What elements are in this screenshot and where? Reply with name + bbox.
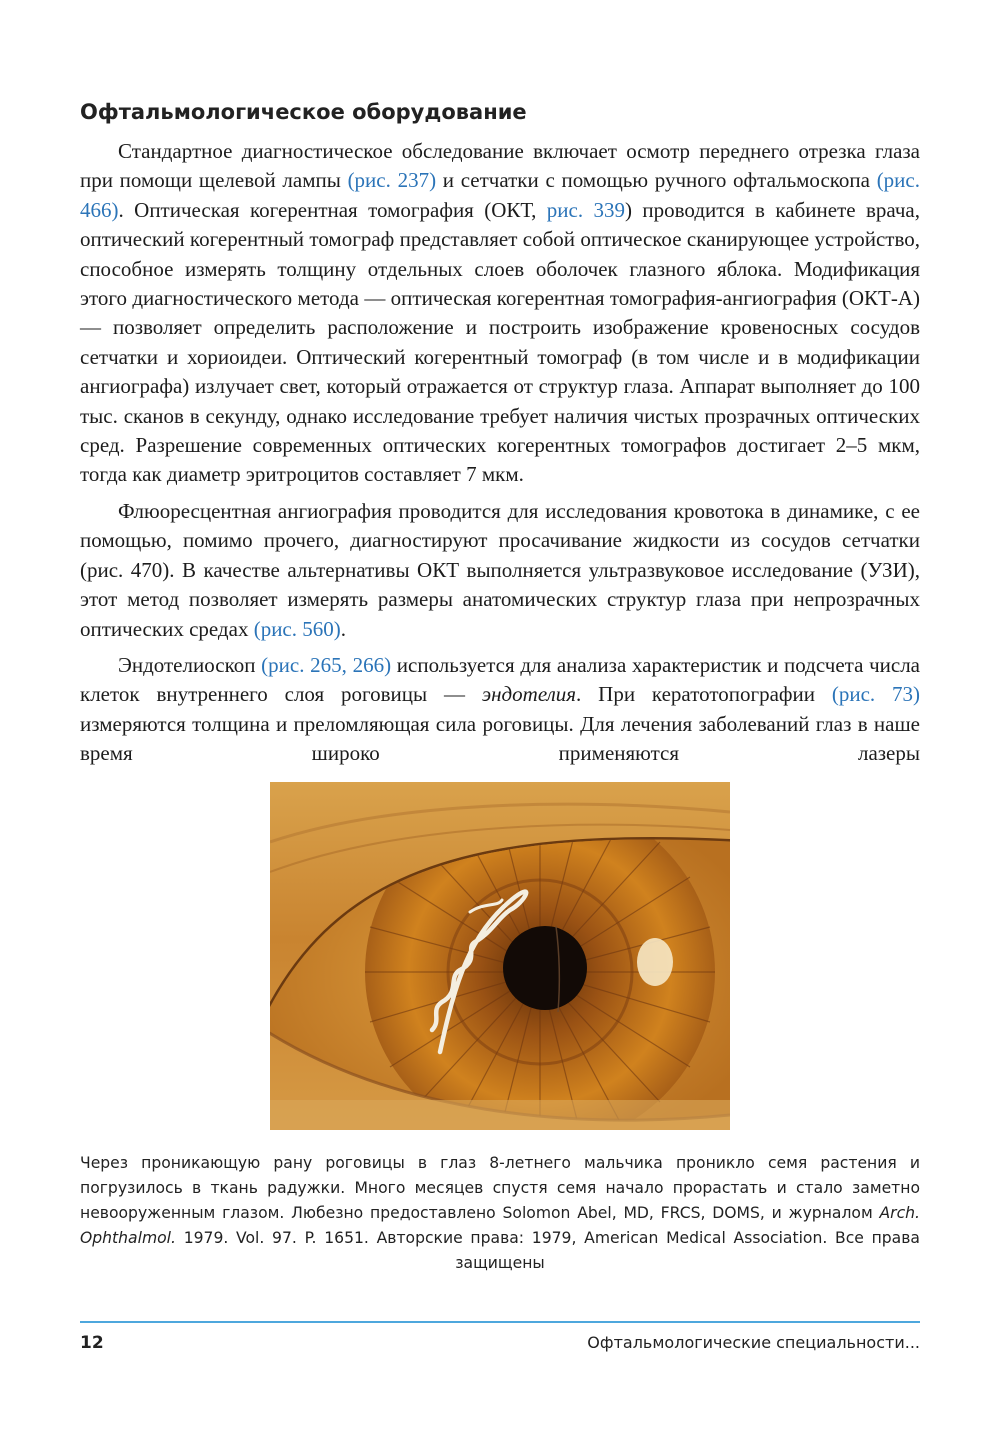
caption-text-1: Через проникающую рану роговицы в глаз 8-летнего мальчика проникло семя растения и погрузилось в ткань радужки. Много месяцев спустя семя начало прорастать и стало заметно невооруженным глазом. Любезно предоставлено Solomon Abel, MD, FRCS, DOMS, и журналом [80, 1154, 920, 1222]
figure-caption [80, 1151, 920, 1276]
paragraph-1-text-1: Стандартное диагностическое обследование включает осмотр переднего отрезка глаза при помощи щелевой лампы [80, 139, 920, 193]
paragraph-1-text-4: ) проводится в кабинете врача, оптический когерентный томограф представляет собой оптическое сканирующее устройство, способное измерять толщину отдельных слоев оболочек глазного яблока. Модификация этого диагностического метода — оптическая когерентная томография-ангиография (ОКТ-А) — позволяет определить расположение и построить изображение кровеносных сосудов сетчатки и хориоидеи. Оптический когерентный томограф (в том числе и в модификации ангиографа) излучает свет, который отражается от структур глаза. Аппарат выполняет до 100 тыс. сканов в секунду, однако исследование требует наличия чистых прозрачных оптических сред. Разрешение современных оптических когерентных томографов достигает 2–5 мкм, тогда как диаметр эритроцитов составляет 7 мкм. [80, 197, 920, 487]
footer-rule [80, 1321, 920, 1323]
paragraph-2-text-1: Флюоресцентная ангиография проводится для исследования кровотока в динамике, с ее помощью, помимо прочего, диагностируют просачивание жидкости из сосудов сетчатки (рис. 470). В качестве альтернативы ОКТ выполняется ультразвуковое исследование (УЗИ), этот метод позволяет измерять размеры анатомических структур глаза при непрозрачных оптических средах [80, 498, 920, 641]
page-number: 12 [80, 1333, 104, 1353]
paragraph-2 [80, 497, 920, 644]
figure-ref-560[interactable]: (рис. 560) [253, 616, 341, 641]
section-heading: Офтальмологическое оборудование [80, 100, 527, 124]
paragraph-3-text-2: используется для анализа характеристик и подсчета числа клеток внутреннего слоя роговицы — [80, 652, 921, 707]
paragraph-2-text-2: . [340, 616, 346, 641]
paragraph-1-text-2: и сетчатки с помощью ручного офтальмоскопа [436, 168, 877, 193]
figure-ref-339[interactable]: рис. 339 [546, 197, 626, 222]
paragraph-3-text-1: Эндотелиоскоп [118, 652, 262, 677]
caption-text-2: 1979. Vol. 97. P. 1651. Авторские права: 1979, American Medical Association. Все права защищены [175, 1229, 920, 1272]
figure-ref-73[interactable]: (рис. 73) [831, 682, 920, 707]
eye-photo [270, 782, 730, 1130]
body-text [80, 137, 920, 769]
paragraph-3-text-4: измеряются толщина и преломляющая сила роговицы. Для лечения заболеваний глаз в наше время широко применяются лазеры [80, 711, 920, 766]
light-reflection [637, 938, 673, 986]
figure-ref-265-266[interactable]: (рис. 265, 266) [261, 652, 392, 677]
paragraph-3 [80, 651, 920, 769]
pupil [503, 926, 587, 1010]
eye-illustration [270, 782, 730, 1130]
running-title: Офтальмологические специальности... [587, 1333, 920, 1352]
paragraph-1 [80, 137, 920, 490]
italic-term-endothelium: эндотелия [481, 682, 577, 707]
paragraph-3-text-3: . При кератотопографии [576, 682, 832, 707]
figure-ref-237[interactable]: (рис. 237) [347, 168, 437, 193]
paragraph-1-text-3: . Оптическая когерентная томография (ОКТ, [118, 197, 547, 222]
caption-journal-title: Arch. Ophthalmol. [80, 1204, 921, 1247]
figure-ref-466[interactable]: (рис. 466) [80, 168, 920, 222]
